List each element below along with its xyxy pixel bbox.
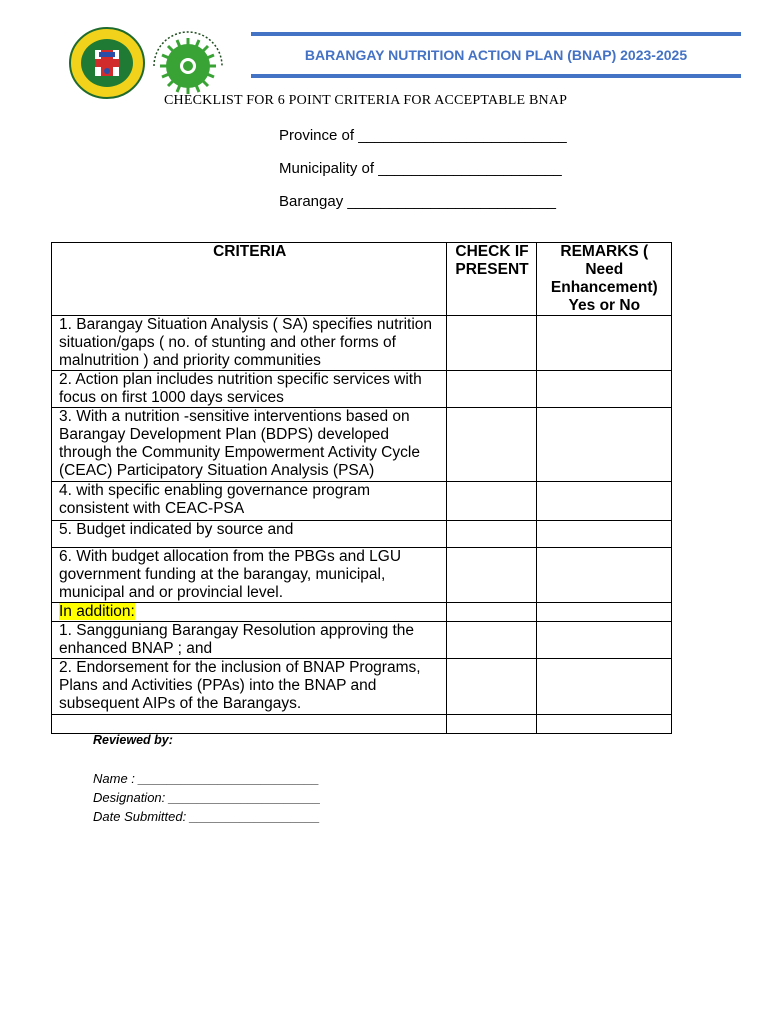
remarks-cell[interactable] [536, 482, 671, 521]
table-row [52, 408, 672, 482]
table-row [52, 371, 672, 408]
check-cell[interactable] [447, 603, 536, 622]
table-row [52, 715, 672, 734]
criteria-cell [52, 603, 447, 622]
in-addition-label: In addition: [59, 603, 135, 620]
criteria-cell: 2. Action plan includes nutrition specific services with focus on first 1000 days services [52, 371, 447, 408]
table-row [52, 521, 672, 548]
header-check: CHECK IF PRESENT [447, 243, 536, 316]
header-band [251, 32, 741, 78]
remarks-cell[interactable] [536, 603, 671, 622]
check-cell[interactable] [447, 408, 536, 482]
criteria-cell: 2. Endorsement for the inclusion of BNAP Programs, Plans and Activities (PPAs) into the BNAP and subsequent AIPs of the Barangays. [52, 659, 447, 715]
check-cell[interactable] [447, 715, 536, 734]
criteria-cell: 4. with specific enabling governance program consistent with CEAC-PSA [52, 482, 447, 521]
table-row [52, 548, 672, 603]
reviewer-designation-field: Designation: _____________________ [93, 790, 321, 805]
date-submitted-field: Date Submitted: __________________ [93, 809, 320, 824]
check-cell[interactable] [447, 521, 536, 548]
remarks-cell[interactable] [536, 408, 671, 482]
header-remarks: REMARKS ( Need Enhancement) Yes or No [536, 243, 671, 316]
municipality-field: Municipality of ______________________ [279, 160, 562, 177]
remarks-cell[interactable] [536, 548, 671, 603]
criteria-cell: 6. With budget allocation from the PBGs and LGU government funding at the barangay, municipal, municipal and or provincial level. [52, 548, 447, 603]
table-row [52, 603, 672, 622]
table-header-row [52, 243, 672, 316]
remarks-cell[interactable] [536, 622, 671, 659]
doh-seal-logo [68, 26, 146, 100]
remarks-cell[interactable] [536, 659, 671, 715]
reviewed-by-label: Reviewed by: [93, 733, 173, 747]
table-row [52, 622, 672, 659]
checklist-title: CHECKLIST FOR 6 POINT CRITERIA FOR ACCEPTABLE BNAP [164, 93, 568, 108]
remarks-cell[interactable] [536, 316, 671, 371]
check-cell[interactable] [447, 371, 536, 408]
remarks-cell[interactable] [536, 371, 671, 408]
criteria-cell: 3. With a nutrition -sensitive interventions based on Barangay Development Plan (BDPS) developed through the Community Empowerment Activity Cycle (CEAC) Participatory Situation Analysis (PSA) [52, 408, 447, 482]
table-row [52, 659, 672, 715]
table-row [52, 482, 672, 521]
criteria-cell: 5. Budget indicated by source and [52, 521, 447, 548]
criteria-cell: 1. Sangguniang Barangay Resolution approving the enhanced BNAP ; and [52, 622, 447, 659]
header-criteria: CRITERIA [52, 243, 447, 316]
document-title: BARANGAY NUTRITION ACTION PLAN (BNAP) 2023-2025 [304, 47, 688, 63]
check-cell[interactable] [447, 316, 536, 371]
check-cell[interactable] [447, 622, 536, 659]
reviewer-name-field: Name : _________________________ [93, 771, 320, 786]
criteria-cell: 1. Barangay Situation Analysis ( SA) specifies nutrition situation/gaps ( no. of stunting and other forms of malnutrition ) and priority communities [52, 316, 447, 371]
check-cell[interactable] [447, 548, 536, 603]
remarks-cell[interactable] [536, 521, 671, 548]
criteria-table [51, 242, 672, 734]
check-cell[interactable] [447, 482, 536, 521]
check-cell[interactable] [447, 659, 536, 715]
barangay-field: Barangay _________________________ [279, 193, 556, 210]
criteria-cell [52, 715, 447, 734]
province-field: Province of _________________________ [279, 127, 567, 144]
table-row [52, 316, 672, 371]
remarks-cell[interactable] [536, 715, 671, 734]
